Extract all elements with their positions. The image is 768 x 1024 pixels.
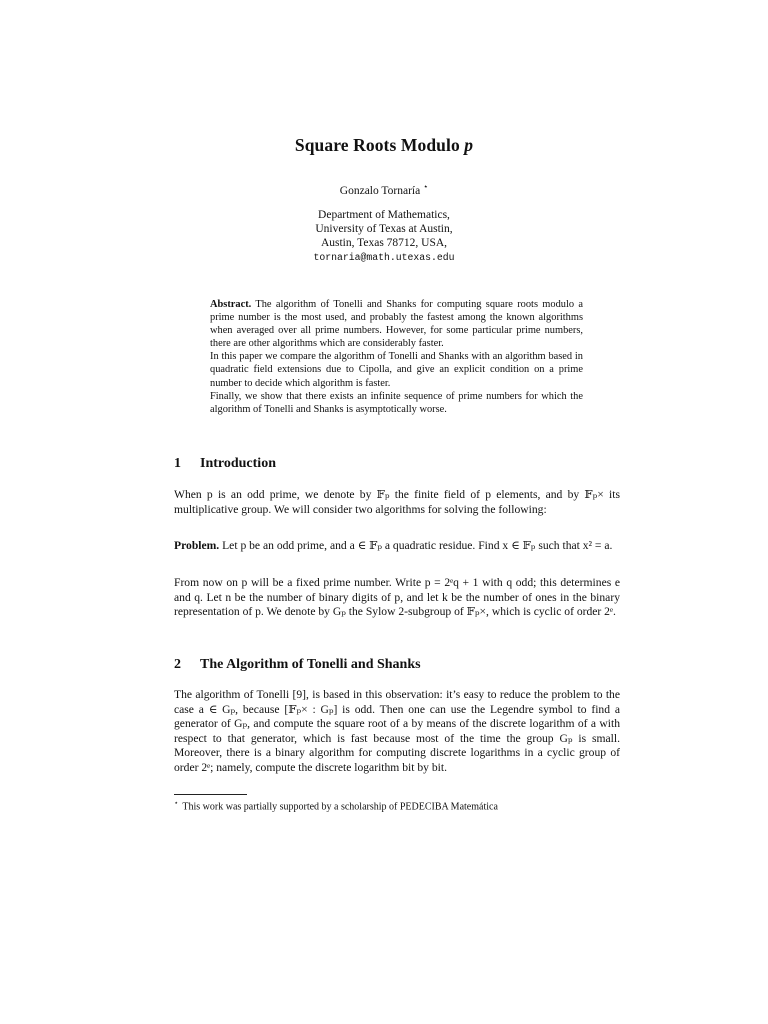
section-heading-tonelli-shanks [174,657,421,673]
section-heading-introduction [174,456,276,472]
abstract-paragraph: In this paper we compare the algorithm of Tonelli and Shanks with an algorithm based in quadratic field extensions due to Cipolla, and give an explicit condition on a prime number to decide which algorithm is faster. [210,351,583,389]
body-text: When p is an odd prime, we denote by 𝔽ₚ the finite field of p elements, and by 𝔽ₚ× its multiplicative group. We will consider two algorithms for solving the following: [174,488,620,516]
abstract-paragraph: Finally, we show that there exists an infinite sequence of prime numbers for which the algorithm of Tonelli and Shanks is asymptotically worse. [210,390,583,415]
affiliation [0,208,768,265]
problem-text: Let p be an odd prime, and a ∈ 𝔽ₚ a quadratic residue. Find x ∈ 𝔽ₚ such that x² = a. [222,539,613,552]
footnote-text: This work was partially supported by a scholarship of PEDECIBA Matemática [182,801,498,813]
author-email[interactable]: tornaria@math.utexas.edu [313,251,455,263]
problem-label: Problem. [174,539,220,552]
title-variable: p [464,135,474,155]
affiliation-line: Austin, Texas 78712, USA, [320,237,448,250]
intro-paragraph-2 [174,576,620,620]
paper-title [0,135,768,156]
section-title: Introduction [200,456,276,471]
section-number: 1 [174,456,181,471]
affiliation-line: University of Texas at Austin, [315,223,453,236]
body-text: From now on p will be a fixed prime number. Write p = 2ᵉq + 1 with q odd; this determines e and q. Let n be the number of binary digits of p, and let k be the number of ones in the binary representation of p. We denote by Gₚ the Sylow 2-subgroup of 𝔽ₚ×, which is cyclic of order 2ᵉ. [174,576,620,619]
intro-paragraph-1 [174,488,620,517]
footnote [174,797,620,813]
abstract [210,298,583,416]
section2-paragraph-1 [174,688,620,776]
problem-statement [174,539,620,554]
affiliation-line: Department of Mathematics, [318,209,450,221]
title-text: Square Roots Modulo [294,135,465,155]
author-name: Gonzalo Tornaría [339,184,421,197]
author-line [0,182,768,197]
abstract-paragraph: The algorithm of Tonelli and Shanks for computing square roots modulo a prime number is the most used, and probably the fastest among the known algorithms when averaged over all prime numbers. However, for some particular prime numbers, there are other algorithms which are considerably faster. [210,299,583,350]
abstract-label: Abstract. [210,299,252,310]
body-text: The algorithm of Tonelli [9], is based in this observation: it’s easy to reduce the problem to the case a ∈ Gₚ, because [𝔽ₚ× : Gₚ] is odd. Then one can use the Legendre symbol to find a generator of Gₚ, and compute the square root of a by means of the discrete logarithm of a with respect to that generator, which is fast because most of the time the group Gₚ is small. Moreover, there is a binary algorithm for computing discrete logarithms in a cyclic group of order 2ᵉ; namely, compute the discrete logarithm bit by bit. [174,688,620,774]
author-footnote-mark: ⋆ [423,182,429,191]
footnote-rule [174,794,247,795]
section-title: The Algorithm of Tonelli and Shanks [200,657,421,672]
section-number: 2 [174,657,181,672]
footnote-mark: ⋆ [174,799,179,807]
